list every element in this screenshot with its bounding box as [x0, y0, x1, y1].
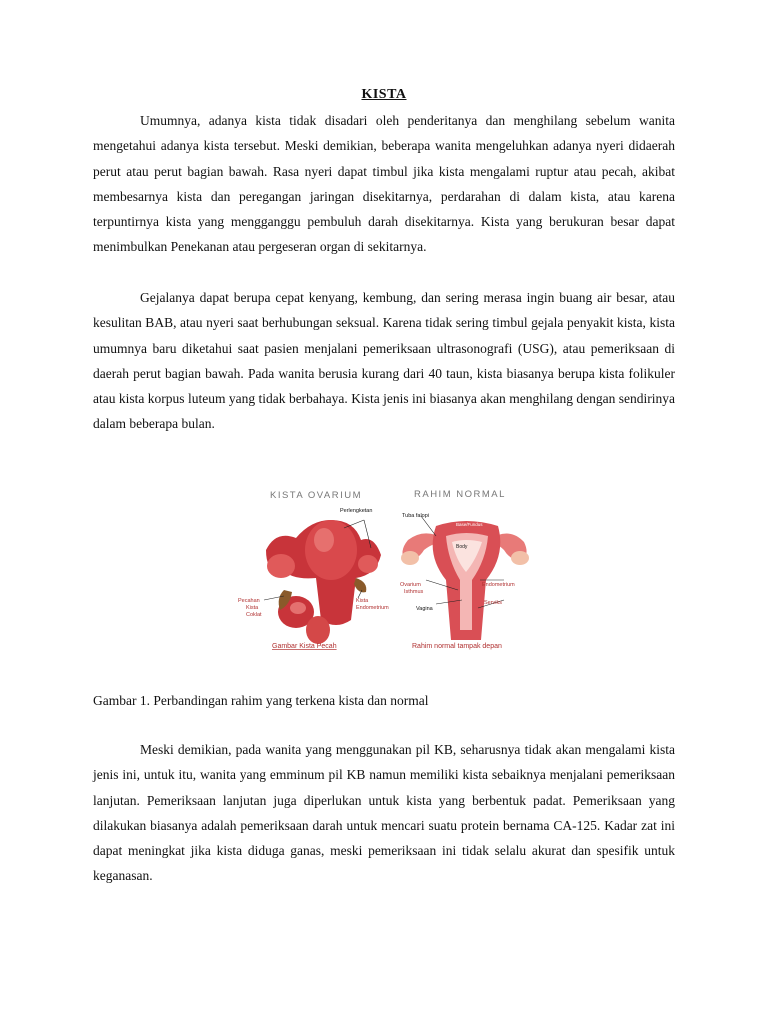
figure-right-title: RAHIM NORMAL [414, 489, 506, 500]
paragraph-2: Gejalanya dapat berupa cepat kenyang, kembung, dan sering merasa ingin buang air besar, atau kesulitan BAB, atau nyeri saat berhubungan seksual. Karena tidak sering timbul gejala penyakit kista, kista umumnya baru diketahui saat pasien menjalani pemeriksaan ultrasonografi (USG), atau pemeriksaan di daerah perut bagian bawah. Pada wanita berusia kurang dari 40 taun, kista biasanya berupa kista folikuler atau kista korpus luteum yang tidak berbahaya. Kista jenis ini biasanya akan menghilang dengan sendirinya dalam beberapa bulan. [93, 290, 675, 432]
label-ovarium-2: Isthmus [404, 589, 424, 595]
label-perlengketan: Perlengketan [340, 508, 373, 514]
label-pecahan-2: Kista [246, 605, 259, 611]
label-pecahan-3: Coklat [246, 612, 262, 618]
label-pecahan-1: Pecahan [238, 598, 260, 604]
figure-right-caption: Rahim normal tampak depan [412, 643, 502, 650]
label-endo-2: Endometrium [356, 605, 389, 611]
label-endo-1: Kista [356, 598, 369, 604]
label-ovarium-1: Ovarium [400, 582, 421, 588]
paragraph-3: Meski demikian, pada wanita yang menggunakan pil KB, seharusnya tidak akan mengalami kista jenis ini, untuk itu, wanita yang emminum pil KB namun memiliki kista sebaiknya menjalani pemeriksaan lanjutan. Pemeriksaan lanjutan juga diperlukan untuk kista yang berbentuk padat. Pemeriksaan yang dilakukan biasanya adalah pemeriksaan darah untuk mencari suatu protein bernama CA-125. Kadar zat ini dapat meningkat jika kista diduga ganas, meski pemeriksaan ini tidak selalu akurat dan spesifik untuk keganasan. [93, 742, 675, 884]
label-vagina: Vagina [416, 606, 433, 612]
document-title: KISTA [361, 87, 407, 102]
label-endometrium: Endometrium [482, 582, 515, 588]
paragraph-1: Umumnya, adanya kista tidak disadari oleh penderitanya dan menghilang sebelum wanita mengetahui adanya kista tersebut. Meski demikian, beberapa wanita mengeluhkan adanya nyeri didaerah perut atau perut bagian bawah. Rasa nyeri dapat timbul jika kista mengalami ruptur atau pecah, akibat membesarnya kista dan peregangan jaringan disekitarnya, perdarahan di dalam kista, atau karena terpuntirnya kista yang mengganggu pembuluh darah disekitarnya. Kista yang berukuran besar dapat menimbulkan Penekanan atau pergeseran organ di sekitarnya. [93, 113, 675, 255]
figure-left-title: KISTA OVARIUM [270, 490, 362, 501]
figure-left-caption: Gambar Kista Pecah [272, 643, 337, 650]
figure-caption: Gambar 1. Perbandingan rahim yang terkena kista dan normal [93, 693, 429, 708]
label-body: Body [456, 544, 468, 550]
label-fundus: Base/Fundus [456, 522, 483, 527]
label-tuba: Tuba falopi [402, 513, 430, 519]
uterus-comparison-figure [236, 480, 534, 658]
label-serviks: Serviks [484, 600, 503, 606]
